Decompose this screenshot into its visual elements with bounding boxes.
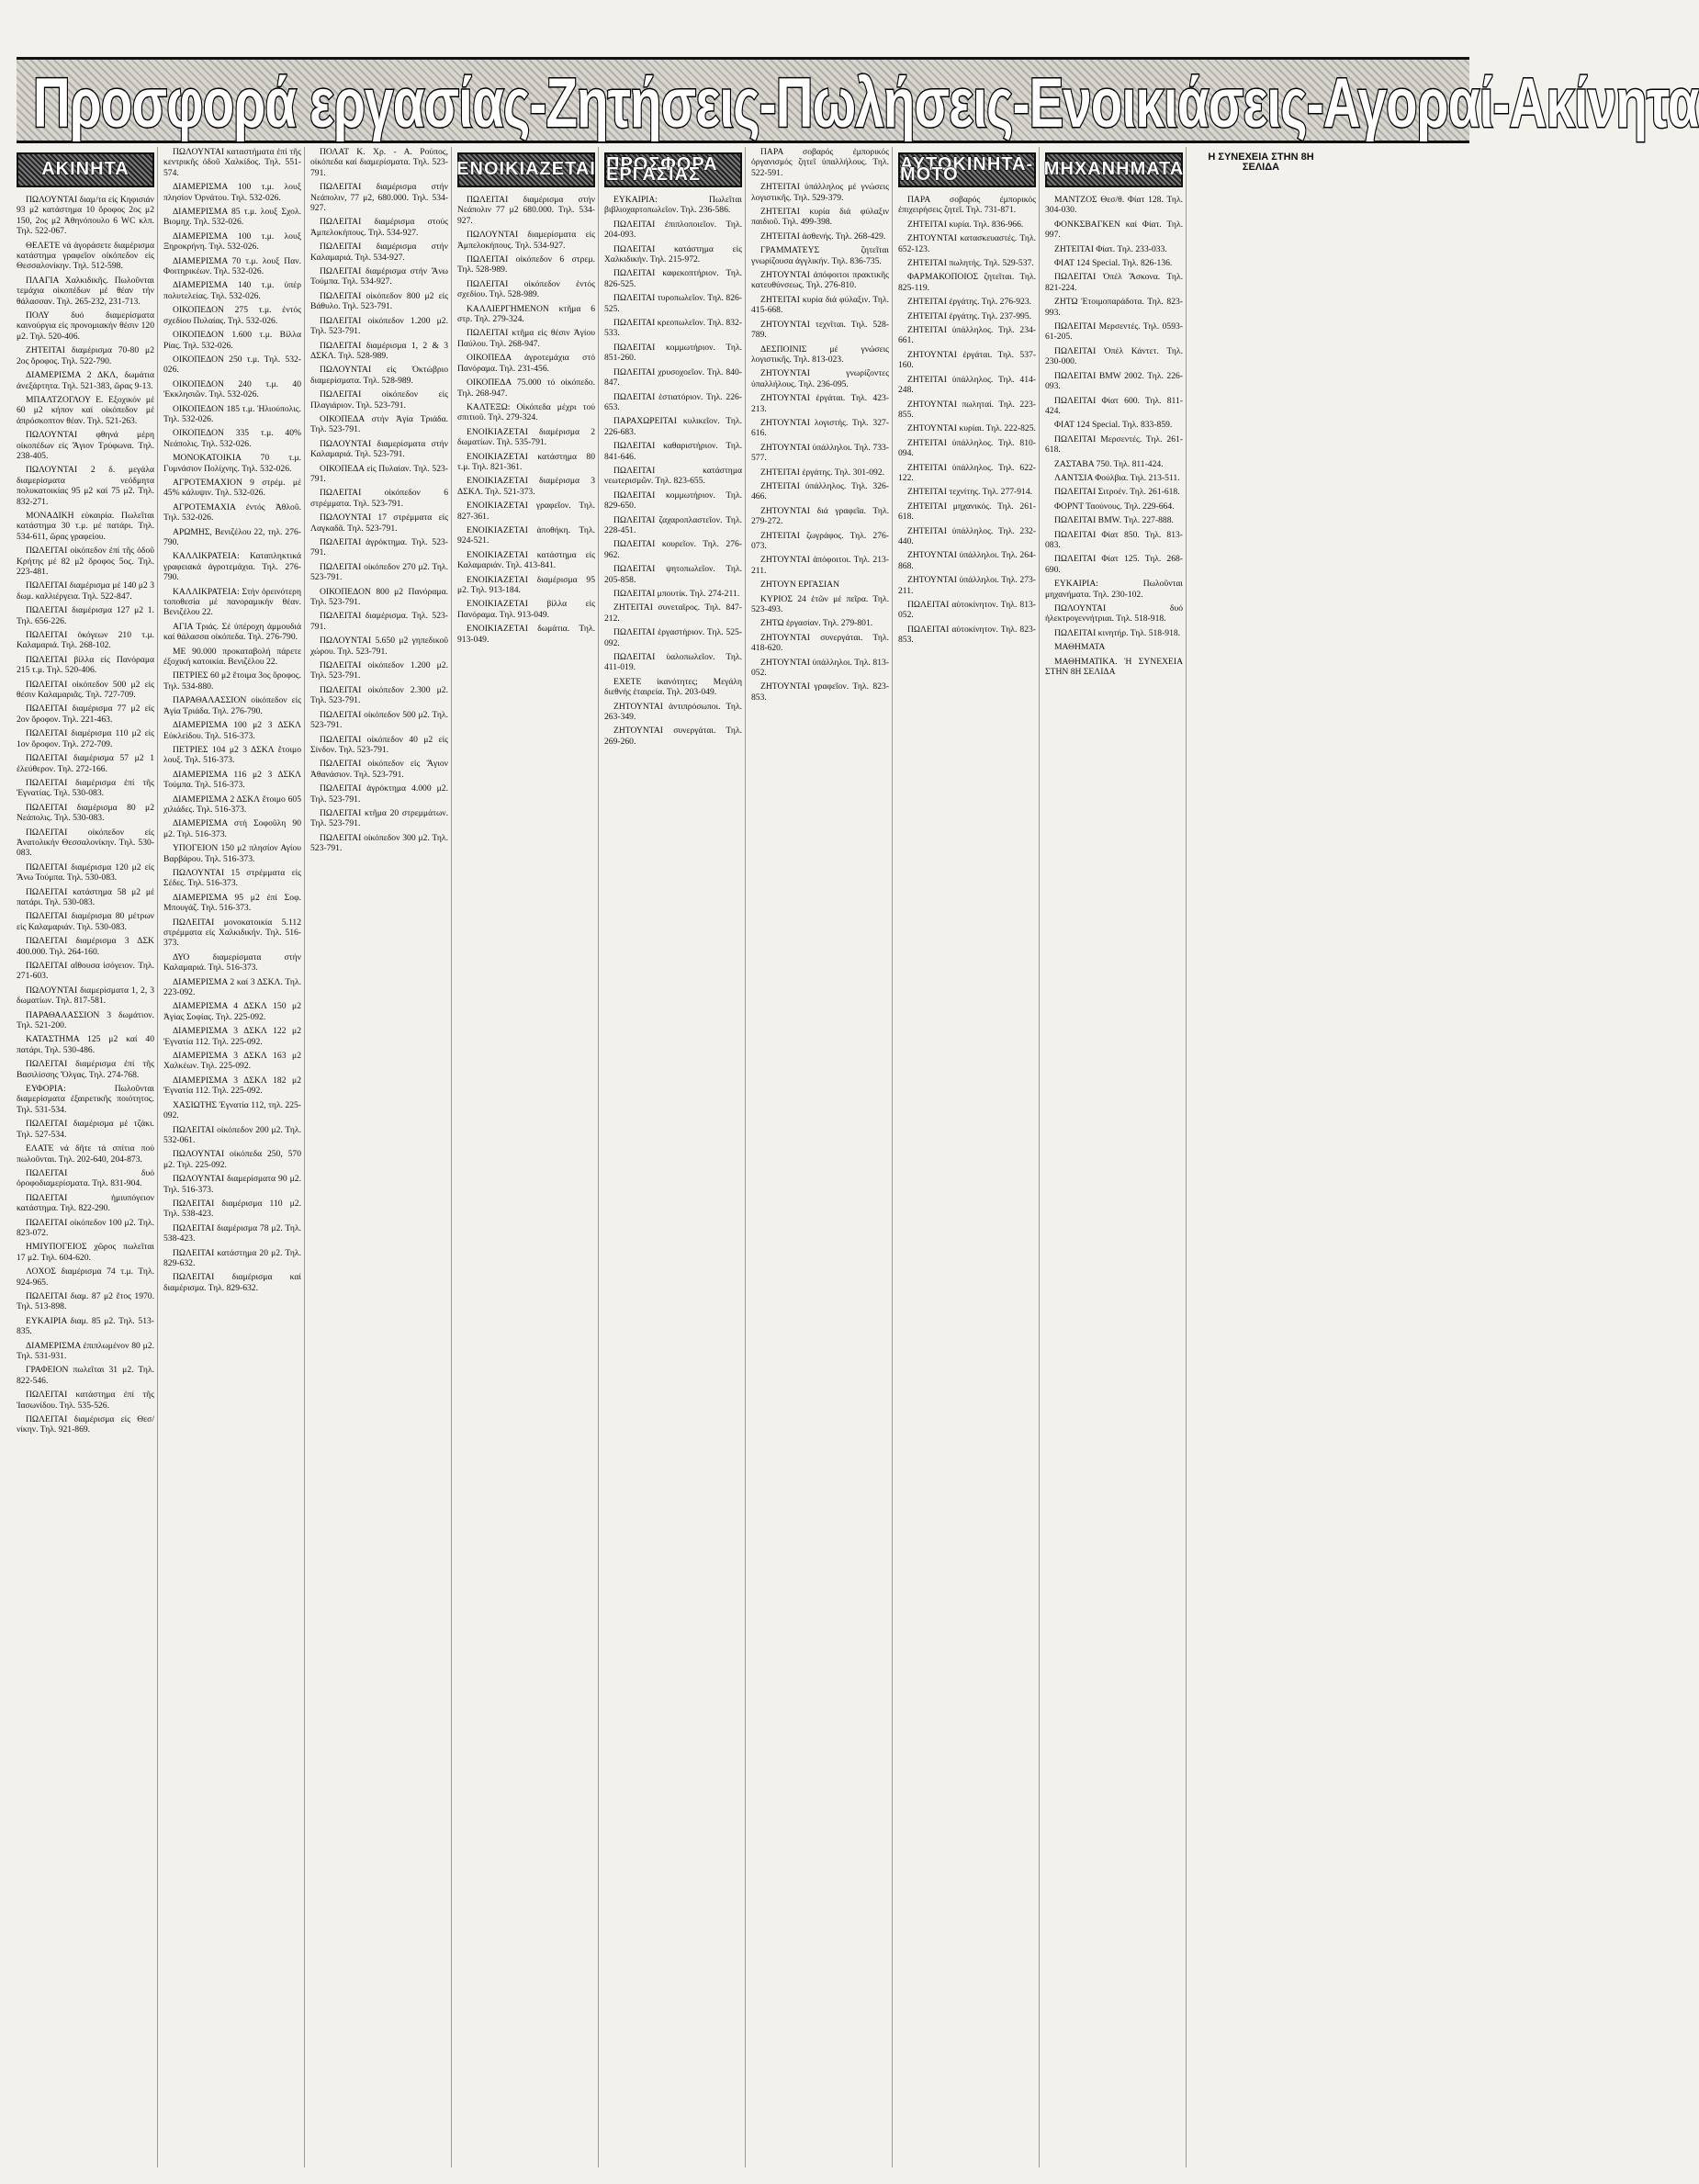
classified-ad: ΟΙΚΟΠΕΔΟΝ 185 τ.μ. Ἡλιούπολις. Τηλ. 532-026. [163, 403, 301, 424]
classified-ad: ΠΩΛΕΙΤΑΙ Μερσεντές. Τηλ. 0593-61-205. [1045, 321, 1183, 343]
classified-ad: ΠΕΤΡΙΕΣ 60 μ2 ἔτοιμα 3ος ὄροφος. Τηλ. 534-880. [163, 670, 301, 692]
classified-ad: ΠΩΛΕΙΤΑΙ BMW 2002. Τηλ. 226-093. [1045, 370, 1183, 392]
continued-note: Η ΣΥΝΕΧΕΙΑ ΣΤΗΝ 8Η ΣΕΛΙΔΑ [1208, 152, 1314, 174]
classified-ad: ΔΙΑΜΕΡΙΣΜΑ 85 τ.μ. λουξ Σχολ. Βιομηχ. Τηλ. 532-026. [163, 207, 301, 228]
classified-ad: ΠΩΛΕΙΤΑΙ κτῆμα εἰς θέσιν Ἁγίου Παύλου. Τηλ. 268-947. [457, 328, 595, 349]
classified-ad: ΦΙΑΤ 124 Special. Τηλ. 833-859. [1054, 420, 1173, 431]
column-1 [17, 147, 158, 2167]
classified-ad: ΠΩΛΕΙΤΑΙ διαμέρισμα. Τηλ. 523-791. [310, 611, 448, 632]
column-6 [751, 147, 893, 2167]
classified-ad: ΠΩΛΕΙΤΑΙ διαμέρισμα 80 μέτρων εἰς Καλαμαριάν. Τηλ. 530-083. [17, 911, 154, 932]
classified-ad: ΠΩΛΕΙΤΑΙ αὐτοκίνητον. Τηλ. 813-052. [898, 600, 1036, 621]
classified-ad: ΠΩΛΕΙΤΑΙ οἰκόπεδον εἰς Ἅγιον Ἀθανάσιον. Τηλ. 523-791. [310, 759, 448, 780]
classified-ad: ΠΩΛΕΙΤΑΙ ὑαλοπωλεῖον. Τηλ. 411-019. [604, 652, 742, 673]
classified-ad: ΠΩΛΕΙΤΑΙ κατάστημα ἐπί τῆς Ἰασωνίδου. Τηλ. 535-526. [17, 1390, 154, 1411]
classified-ad: ΖΗΤΕΙΤΑΙ μηχανικός. Τηλ. 261-618. [898, 501, 1036, 523]
classified-ad: ΠΩΛΕΙΤΑΙ τυροπωλεῖον. Τηλ. 826-525. [604, 293, 742, 314]
classified-ad: ΔΙΑΜΕΡΙΣΜΑ 3 ΔΣΚΛ 163 μ2 Χαλκέων. Τηλ. 225-092. [163, 1051, 301, 1072]
classified-ad: ΠΩΛΕΙΤΑΙ κατάστημα 58 μ2 μέ πατάρι. Τηλ. 530-083. [17, 886, 154, 907]
classified-ad: ΠΩΛΕΙΤΑΙ Ὀπέλ Κάντετ. Τηλ. 230-000. [1045, 345, 1183, 367]
classified-ad: ΠΩΛΕΙΤΑΙ Φίατ 600. Τηλ. 811-424. [1045, 395, 1183, 416]
classified-ad: ΜΠΑΛΤΖΟΓΛΟΥ Ε. Εξοχικόν μέ 60 μ2 κήπον καί οἰκόπεδον μέ ἀπρόσκοπτον θέαν. Τηλ. 521-263. [17, 394, 154, 426]
classified-ad: ΕΝΟΙΚΙΑΖΕΤΑΙ διαμέρισμα 95 μ2. Τηλ. 913-184. [457, 574, 595, 595]
section-heading-label: ΑΥΤΟΚΙΝΗΤΑ-ΜΟΤΟ [900, 153, 1034, 185]
classified-ad: ΠΩΛΕΙΤΑΙ οἰκόπεδον 40 μ2 εἰς Σίνδον. Τηλ. 523-791. [310, 734, 448, 755]
classified-ad: ΖΗΤΟΥΝΤΑΙ ἀντιπρόσωποι. Τηλ. 263-349. [604, 701, 742, 723]
classified-ad: ΕΝΟΙΚΙΑΖΕΤΑΙ ἀποθήκη. Τηλ. 924-521. [457, 524, 595, 546]
column-3 [310, 147, 452, 2167]
classified-ad: ΑΓΙΑ Τριάς. Σέ ὑπέροχη ἀμμουδιά καί θάλασσα οἰκόπεδα. Τηλ. 276-790. [163, 621, 301, 643]
classified-ad: ΠΩΛΕΙΤΑΙ διαμέρισμα 80 μ2 Νεάπολις. Τηλ. 530-083. [17, 802, 154, 824]
classified-ad: ΚΑΛΛΙΕΡΓΗΜΕΝΟΝ κτῆμα 6 στρ. Τηλ. 279-324. [457, 303, 595, 325]
classified-ad: ΖΗΤΟΥΝΤΑΙ γνωρίζοντες ὑπαλλήλους. Τηλ. 236-095. [751, 368, 889, 389]
classified-ad: ΖΗΤΕΙΤΑΙ κυρία διά φύλαξιν παιδιοῦ. Τηλ. 499-398. [751, 207, 889, 228]
classified-ad: ΠΩΛΕΙΤΑΙ Σιτροέν. Τηλ. 261-618. [1054, 487, 1180, 498]
classified-ad: ΠΩΛΕΙΤΑΙ οἰκόπεδον 2.300 μ2. Τηλ. 523-791. [310, 684, 448, 706]
classified-ad: ΜΑΘΗΜΑΤΙΚΑ. Ἡ ΣΥΝΕΧΕΙΑ ΣΤΗΝ 8Η ΣΕΛΙΔΑ [1045, 656, 1183, 678]
classified-ad: ΦΙΑΤ 124 Special. Τηλ. 826-136. [1054, 258, 1173, 269]
classified-ad: ΠΩΛΕΙΤΑΙ οἰκόπεδον 1.200 μ2. Τηλ. 523-791. [310, 660, 448, 681]
classified-ad: ΔΥΟ διαμερίσματα στήν Καλαμαριά. Τηλ. 516-373. [163, 951, 301, 974]
classified-ad: ΕΝΟΙΚΙΑΖΕΤΑΙ κατάστημα 80 τ.μ. Τηλ. 821-361. [457, 451, 595, 472]
classified-ad: ΔΙΑΜΕΡΙΣΜΑ 4 ΔΣΚΛ 150 μ2 Ἁγίας Σοφίας. Τηλ. 225-092. [163, 1001, 301, 1022]
classified-ad: ΖΗΤΟΥΝΤΑΙ ὑπάλληλοι. Τηλ. 813-052. [751, 657, 889, 679]
classified-ad: ΟΙΚΟΠΕΔΟΝ 240 τ.μ. 40 Ἐκκλησιῶν. Τηλ. 532-026. [163, 378, 301, 400]
classified-ad: ΠΩΛΕΙΤΑΙ οἰκόπεδον 800 μ2 εἰς Βάθυλο. Τηλ. 523-791. [310, 290, 448, 312]
classified-ad: ΠΩΛΕΙΤΑΙ Φίατ 850. Τηλ. 813-083. [1045, 529, 1183, 550]
classified-ad: ΜΑΝΤΖΟΣ Θεσ/θ. Φίατ 128. Τηλ. 304-030. [1045, 195, 1183, 216]
classified-ad: ΠΩΛΕΙΤΑΙ κατάστημα νεωτερισμῶν. Τηλ. 823-655. [604, 465, 742, 487]
classified-ad: ΕΛΑΤΕ νά δῆτε τά σπίτια πού πωλοῦνται. Τηλ. 202-640, 204-873. [17, 1143, 154, 1165]
classified-ad: ΠΩΛΕΙΤΑΙ διαμέρισμα 3 ΔΣΚ 400.000. Τηλ. 264-160. [17, 936, 154, 957]
classified-ad: ΠΩΛΟΥΝΤΑΙ 2 δ. μεγάλα διαμερίσματα νεόδμητα πολυκατοικίας 95 μ2 καί 75 μ2. Τηλ. 832-271. [17, 465, 154, 507]
classified-ad: ΖΗΤΕΙΤΑΙ ὑπάλληλος. Τηλ. 622-122. [898, 462, 1036, 483]
classified-ad: ΠΩΛΕΙΤΑΙ οἰκόπεδον 6 στρέμματα. Τηλ. 523-791. [310, 488, 448, 509]
classified-ad: ΠΑΡΑΘΑΛΑΣΣΙΟΝ οἰκόπεδον εἰς Ἁγία Τριάδα. Τηλ. 276-790. [163, 695, 301, 716]
classified-ad: ΖΗΤΩ Ἐτοιμοπαράδοτα. Τηλ. 823-993. [1045, 297, 1183, 318]
classified-ad: ΟΙΚΟΠΕΔΟΝ 275 τ.μ. ἐντός σχεδίου Πυλαίας. Τηλ. 532-026. [163, 305, 301, 326]
classified-ad: ΖΗΤΕΙΤΑΙ ὑπάλληλος. Τηλ. 414-248. [898, 374, 1036, 396]
classified-ad: ΠΩΛΕΙΤΑΙ ἡμιυπόγειον κατάστημα. Τηλ. 822-290. [17, 1192, 154, 1214]
classified-ad: ΧΑΣΙΩΤΗΣ Ἐγνατία 112, τηλ. 225-092. [163, 1099, 301, 1121]
classified-ad: ΚΑΛΤΕΞΩ: Οἰκόπεδα μέχρι τού σπιτιοῦ. Τηλ. 279-324. [457, 401, 595, 423]
classified-ad: ΚΑΛΛΙΚΡΑΤΕΙΑ: Στήν ὁρεινότερη τοποθεσία μέ πανοραμικήν θέαν. Βενιζέλου 22. [163, 586, 301, 618]
classified-ad: ΠΛΑΓΙΑ Χαλκιδικῆς. Πωλοῦνται τεμάχια οἰκοπέδων μέ θέαν τήν θάλασσαν. Τηλ. 265-232, 231-713. [17, 275, 154, 307]
classified-ad: ΕΧΕΤΕ ἱκανότητες; Μεγάλη διεθνής ἑταιρεία. Τηλ. 203-049. [604, 676, 742, 698]
classified-ad: ΚΥΡΙΟΣ 24 ἐτῶν μέ πεῖρα. Τηλ. 523-493. [751, 593, 889, 615]
classified-ad: ΖΑΣΤΑΒΑ 750. Τηλ. 811-424. [1054, 458, 1164, 469]
classified-ad: ΕΝΟΙΚΙΑΖΕΤΑΙ κατάστημα εἰς Καλαμαριάν. Τηλ. 413-841. [457, 549, 595, 571]
classified-ad: ΠΩΛΟΥΝΤΑΙ οἰκόπεδα 250, 570 μ2. Τηλ. 225-092. [163, 1149, 301, 1170]
classified-ad: ΖΗΤΕΙΤΑΙ κυρία διά φύλαξιν. Τηλ. 415-668. [751, 294, 889, 316]
classified-ad: ΟΙΚΟΠΕΔΟΝ 250 τ.μ. Τηλ. 532-026. [163, 354, 301, 376]
classified-ad: ΠΩΛΟΥΝΤΑΙ διαμερίσματα στήν Καλαμαριά. Τηλ. 523-791. [310, 438, 448, 460]
classified-ad: ΦΟΝΚΣΒΑΓΚΕΝ καί Φίατ. Τηλ. 997. [1045, 219, 1183, 241]
classified-ad: ΔΙΑΜΕΡΙΣΜΑ 100 μ2 3 ΔΣΚΛ Εὐκλείδου. Τηλ. 516-373. [163, 720, 301, 741]
classified-ad: ΠΩΛΕΙΤΑΙ οἰκόπεδον 500 μ2 εἰς θέσιν Καλαμαριᾶς. Τηλ. 727-709. [17, 679, 154, 701]
classified-ad: ΑΡΩΜΗΣ, Βενιζέλου 22, τηλ. 276-790. [163, 526, 301, 547]
classified-ad: ΖΗΤΕΙΤΑΙ ἐργάτης. Τηλ. 237-995. [907, 310, 1032, 321]
section-heading [898, 152, 1036, 187]
classified-ad: ΠΩΛΕΙΤΑΙ διαμέρισμα ἐπί τῆς Βασιλίσσης Ὄλγας. Τηλ. 274-768. [17, 1059, 154, 1080]
classified-ad: ΠΩΛΕΙΤΑΙ ἀγρόκτημα 4.000 μ2. Τηλ. 523-791. [310, 783, 448, 805]
classified-ad: ΠΩΛΕΙΤΑΙ διαμέρισμα στήν Νεάπολιν, 77 μ2, 680.000. Τηλ. 534-927. [310, 182, 448, 214]
classified-ad: ΠΩΛΕΙΤΑΙ διαμέρισμα 110 μ2. Τηλ. 538-423. [163, 1198, 301, 1220]
classified-ad: ΜΕ 90.000 προκαταβολή πάρετε ἐξοχική κατοικία. Βενιζέλου 22. [163, 646, 301, 668]
classified-ad: ΖΗΤΟΥΝΤΑΙ ὑπάλληλοι. Τηλ. 733-577. [751, 442, 889, 464]
classified-ad: ΔΙΑΜΕΡΙΣΜΑ 100 τ.μ. λουξ Ξηροκρήνη. Τηλ. 532-026. [163, 231, 301, 253]
classified-ad: ΠΩΛΕΙΤΑΙ οἰκόπεδον 1.200 μ2. Τηλ. 523-791. [310, 315, 448, 337]
classified-ad: ΠΩΛΕΙΤΑΙ διαμέρισμα 78 μ2. Τηλ. 538-423. [163, 1222, 301, 1244]
classified-ad: ΠΩΛΕΙΤΑΙ κατάστημα εἰς Χαλκιδικήν. Τηλ. 215-972. [604, 243, 742, 265]
classified-ad: ΠΩΛΕΙΤΑΙ οἰκόπεδον ἐπί τῆς ὁδοῦ Κρήτης μέ 82 μ2 ὄροφος 5ος. Τηλ. 223-481. [17, 546, 154, 577]
classified-ad: ΠΩΛΕΙΤΑΙ κτῆμα 20 στρεμμάτων. Τηλ. 523-791. [310, 807, 448, 829]
classified-ad: ΠΩΛΕΙΤΑΙ διαμέρισμα ἐπί τῆς Ἐγνατίας. Τηλ. 530-083. [17, 777, 154, 799]
classified-ad: ΠΩΛΕΙΤΑΙ μπουτίκ. Τηλ. 274-211. [613, 589, 740, 599]
classified-ad: ΠΩΛΕΙΤΑΙ BMW. Τηλ. 227-888. [1054, 515, 1174, 526]
classified-ad: ΠΩΛΕΙΤΑΙ οἰκόπεδον ἐντός σχεδίου. Τηλ. 528-989. [457, 278, 595, 300]
classified-ad: ΠΩΛΕΙΤΑΙ καφεκοπτήριον. Τηλ. 826-525. [604, 268, 742, 289]
classified-ad: ΖΗΤΕΙΤΑΙ Φίατ. Τηλ. 233-033. [1054, 243, 1167, 254]
classified-ad: ΠΩΛΕΙΤΑΙ διαμέρισμα στήν Νεάπολιν 77 μ2 680.000. Τηλ. 534-927. [457, 195, 595, 226]
classified-ad: ΠΩΛΕΙΤΑΙ χρυσοχοεῖον. Τηλ. 840-847. [604, 366, 742, 388]
classified-ad: ΥΠΟΓΕΙΟΝ 150 μ2 πλησίον Αγίου Βαρβάρου. Τηλ. 516-373. [163, 843, 301, 864]
classified-ad: ΠΩΛΕΙΤΑΙ διαμέρισμα 57 μ2 1 ἐλεύθερον. Τηλ. 272-166. [17, 753, 154, 774]
classified-ad: ΖΗΤΕΙΤΑΙ κυρία. Τηλ. 836-966. [907, 219, 1024, 230]
classified-ad: ΠΩΛΕΙΤΑΙ διαμ. 87 μ2 ἔτος 1970. Τηλ. 513-898. [17, 1290, 154, 1312]
classified-ad: ΠΑΡΑ σοβαρός ἐμπορικός ἐπιχειρήσεις ζητεῖ. Τηλ. 731-871. [898, 195, 1036, 216]
classified-ad: ΠΩΛΕΙΤΑΙ Ὀπέλ Ἄσκονα. Τηλ. 821-224. [1045, 272, 1183, 293]
classified-ad: ΠΩΛΕΙΤΑΙ οἰκόπεδον 300 μ2. Τηλ. 523-791. [310, 832, 448, 854]
classified-ad: ΔΙΑΜΕΡΙΣΜΑ ἐπιπλωμένον 80 μ2. Τηλ. 531-931. [17, 1340, 154, 1361]
classified-ad: ΖΗΤΕΙΤΑΙ ἀσθενής. Τηλ. 268-429. [760, 231, 886, 242]
classified-ad: ΠΩΛΟΥΝΤΑΙ φθηνά μέρη οἰκοπέδων εἰς Ἄγιον Τρύφωνα. Τηλ. 238-405. [17, 430, 154, 461]
classified-ad: ΕΥΚΑΙΡΙΑ: Πωλεῖται βιβλιοχαρτοπωλεῖον. Τηλ. 236-586. [604, 195, 742, 216]
classified-ad: ΖΗΤΕΙΤΑΙ ὑπάλληλος. Τηλ. 810-094. [898, 437, 1036, 459]
classified-ad: ΠΩΛΕΙΤΑΙ ὀκόγεων 210 τ.μ. Καλαμαριά. Τηλ. 268-102. [17, 630, 154, 651]
classified-ad: ΜΟΝΟΚΑΤΟΙΚΙΑ 70 τ.μ. Γυμνάσιον Πολίχνης. Τηλ. 532-026. [163, 453, 301, 474]
section-heading [604, 152, 742, 187]
classified-ad: ΜΟΝΑΔΙΚΗ εὐκαιρία. Πωλεῖται κατάστημα 30 τ.μ. μέ πατάρι. Τηλ. 534-611, ὥρας γραφείου. [17, 510, 154, 542]
columns [17, 147, 1458, 2167]
classified-ad: ΠΩΛΕΙΤΑΙ βίλλα εἰς Πανόραμα 215 τ.μ. Τηλ. 520-406. [17, 654, 154, 676]
classified-ad: ΠΩΛΕΙΤΑΙ ἐργαστήριον. Τηλ. 525-092. [604, 627, 742, 648]
classified-ad: ΖΗΤΩ ἐργασίαν. Τηλ. 279-801. [760, 618, 873, 629]
classified-ad: ΠΩΛΕΙΤΑΙ διαμέρισμα 110 μ2 εἰς 1ον ὄροφον. Τηλ. 272-709. [17, 728, 154, 749]
classified-ad: ΠΩΛΕΙΤΑΙ διαμέρισμα 120 μ2 εἰς Ἄνω Τούμπα. Τηλ. 530-083. [17, 861, 154, 884]
classified-ad: ΖΗΤΕΙΤΑΙ ὑπάλληλος. Τηλ. 326-466. [751, 480, 889, 502]
classified-ad: ΔΙΑΜΕΡΙΣΜΑ 2 ΔΣΚΛ ἔτοιμο 605 χιλιάδες. Τηλ. 516-373. [163, 794, 301, 815]
classified-ad: ΠΩΛΕΙΤΑΙ αὐτοκίνητον. Τηλ. 823-853. [898, 624, 1036, 646]
classified-ad: ΖΗΤΟΥΝΤΑΙ πωληταί. Τηλ. 223-855. [898, 399, 1036, 420]
classified-ad: ΠΩΛΟΥΝΤΑΙ καταστήματα ἐπί τῆς κεντρικῆς ὁδοῦ Χαλκίδος. Τηλ. 551-574. [163, 147, 301, 178]
classified-ad: ΖΗΤΟΥΝΤΑΙ ἀπόφοιτοι. Τηλ. 213-211. [751, 555, 889, 576]
classified-ad: ΔΙΑΜΕΡΙΣΜΑ 3 ΔΣΚΛ 122 μ2 Ἐγνατία 112. Τηλ. 225-092. [163, 1026, 301, 1047]
classified-ad: ΠΩΛΕΙΤΑΙ κομμωτήριον. Τηλ. 829-650. [604, 490, 742, 512]
section-heading [457, 152, 595, 187]
classified-ad: ΠΩΛΕΙΤΑΙ οἰκόπεδον 6 στρεμ. Τηλ. 528-989. [457, 254, 595, 276]
classified-ad: ΔΙΑΜΕΡΙΣΜΑ 140 τ.μ. ὑπέρ πολυτελείας. Τηλ. 532-026. [163, 280, 301, 301]
classified-ad: ΠΩΛΕΙΤΑΙ Φίατ 125. Τηλ. 268-690. [1045, 554, 1183, 575]
classified-ad: ΠΩΛΟΥΝΤΑΙ διαμερίσματα 1, 2, 3 δωματίων. Τηλ. 817-581. [17, 985, 154, 1007]
classified-ad: ΕΥΚΑΙΡΙΑ διαμ. 85 μ2. Τηλ. 513-835. [17, 1315, 154, 1337]
classified-ad: ΔΙΑΜΕΡΙΣΜΑ 2 ΔΚΛ, δωμάτια ἀνεξάρτητα. Τηλ. 521-383, ὥρας 9-13. [17, 370, 154, 391]
classified-ad: ΕΝΟΙΚΙΑΖΕΤΑΙ δωμάτια. Τηλ. 913-049. [457, 624, 595, 645]
classified-ad: ΔΙΑΜΕΡΙΣΜΑ 95 μ2 ἐπί Σοφ. Μπουγάζ. Τηλ. 516-373. [163, 892, 301, 914]
classified-ad: ΠΩΛΕΙΤΑΙ διαμέρισμα μέ 140 μ2 3 δωμ. καλλιέργεια. Τηλ. 522-847. [17, 580, 154, 602]
classified-ad: ΠΩΛΕΙΤΑΙ οἰκόπεδον 200 μ2. Τηλ. 532-061. [163, 1124, 301, 1145]
classified-ad: ΗΜΙΥΠΟΓΕΙΟΣ χῶρος πωλεῖται 17 μ2. Τηλ. 604-620. [17, 1242, 154, 1263]
classified-ad: ΕΝΟΙΚΙΑΖΕΤΑΙ βίλλα εἰς Πανόραμα. Τηλ. 913-049. [457, 599, 595, 620]
classified-ad: ΕΥΚΑΙΡΙΑ: Πωλοῦνται μηχανήματα. Τηλ. 230-102. [1045, 579, 1183, 600]
column-2 [163, 147, 305, 2167]
section-heading-label: ΕΝΟΙΚΙΑΖΕΤΑΙ [456, 159, 596, 180]
column-4 [457, 147, 599, 2167]
classified-ad: ΚΑΛΛΙΚΡΑΤΕΙΑ: Καταπληκτικά γραφειακά ἀγροτεμάχια. Τηλ. 276-790. [163, 551, 301, 583]
classified-ad: ΟΙΚΟΠΕΔΟΝ 1.600 τ.μ. Βίλλα Ρίας. Τηλ. 532-026. [163, 330, 301, 351]
classified-ad: ΠΩΛΕΙΤΑΙ Μερσεντές. Τηλ. 261-618. [1045, 433, 1183, 456]
classifieds-banner [17, 57, 1699, 143]
classified-ad: ΠΩΛΟΥΝΤΑΙ διαμερίσματα εἰς Ἀμπελοκήπους. Τηλ. 534-927. [457, 230, 595, 251]
classified-ad: ΖΗΤΟΥΝΤΑΙ τεχνῖται. Τηλ. 528-789. [751, 319, 889, 341]
classified-ad: ΠΩΛΕΙΤΑΙ οἰκόπεδον 100 μ2. Τηλ. 823-072. [17, 1217, 154, 1238]
classified-ad: ΖΗΤΕΙΤΑΙ τεχνίτης. Τηλ. 277-914. [907, 487, 1033, 498]
classified-ad: ΖΗΤΟΥΝΤΑΙ διά γραφεῖα. Τηλ. 279-272. [751, 505, 889, 527]
classified-ad: ΠΩΛΕΙΤΑΙ διαμέρισμα μέ τζάκι. Τηλ. 527-534. [17, 1119, 154, 1140]
classified-ad: ΠΩΛΕΙΤΑΙ κινητήρ. Τηλ. 518-918. [1054, 627, 1181, 638]
classified-ad: ΔΙΑΜΕΡΙΣΜΑ 2 καί 3 ΔΣΚΛ. Τηλ. 223-092. [163, 976, 301, 998]
classified-ad: ΠΩΛΕΙΤΑΙ διαμέρισμα στούς Ἀμπελοκήπους. Τηλ. 534-927. [310, 217, 448, 238]
section-heading [17, 152, 154, 187]
classified-ad: ΠΩΛΕΙΤΑΙ ἑστιατόριον. Τηλ. 226-653. [604, 391, 742, 412]
classified-ad: ΠΩΛΕΙΤΑΙ ζαχαροπλαστεῖον. Τηλ. 228-451. [604, 514, 742, 535]
column-5 [604, 147, 746, 2167]
classified-ad: ΠΩΛΕΙΤΑΙ διαμέρισμα στήν Καλαμαριά. Τηλ. 534-927. [310, 242, 448, 263]
classified-ad: ΛΑΝΤΣΙΑ Φούλβια. Τηλ. 213-511. [1054, 472, 1180, 483]
classified-ad: ΖΗΤΕΙΤΑΙ ὑπάλληλος. Τηλ. 232-440. [898, 525, 1036, 546]
column-8 [1045, 147, 1187, 2167]
classified-ad: ΑΓΡΟΤΕΜΑΧΙΟΝ 9 στρέμ. μέ 45% κάλυψιν. Τηλ. 532-026. [163, 477, 301, 499]
classified-ad: ΕΝΟΙΚΙΑΖΕΤΑΙ γραφεῖον. Τηλ. 827-361. [457, 501, 595, 522]
classified-ad: ΠΟΛΑΤ Κ. Χρ. - Α. Ρούπος, οἰκόπεδα καί διαμερίσματα. Τηλ. 523-791. [310, 147, 448, 178]
classified-ad: ΕΝΟΙΚΙΑΖΕΤΑΙ διαμέρισμα 2 δωματίων. Τηλ. 535-791. [457, 426, 595, 448]
classified-ad: ΠΩΛΕΙΤΑΙ κομμωτήριον. Τηλ. 851-260. [604, 342, 742, 364]
classified-ad: ΔΙΑΜΕΡΙΣΜΑ 116 μ2 3 ΔΣΚΛ Τούμπα. Τηλ. 516-373. [163, 769, 301, 791]
classified-ad: ΓΡΑΦΕΙΟΝ πωλεῖται 31 μ2. Τηλ. 822-546. [17, 1365, 154, 1386]
classified-ad: ΖΗΤΟΥΝΤΑΙ ὑπάλληλοι. Τηλ. 264-868. [898, 550, 1036, 571]
classified-ad: ΖΗΤΟΥΝΤΑΙ συνεργάται. Τηλ. 269-260. [604, 726, 742, 747]
classified-ad: ΔΙΑΜΕΡΙΣΜΑ 3 ΔΣΚΛ 182 μ2 Ἐγνατία 112. Τηλ. 225-092. [163, 1075, 301, 1097]
classified-ad: ΠΩΛΟΥΝΤΑΙ 17 στρέμματα εἰς Λαγκαδᾶ. Τηλ. 523-791. [310, 512, 448, 534]
classified-ad: ΟΙΚΟΠΕΔΑ ἀγροτεμάχια στό Πανόραμα. Τηλ. 231-456. [457, 353, 595, 374]
classified-ad: ΚΑΤΑΣΤΗΜΑ 125 μ2 καί 40 πατάρι. Τηλ. 530-486. [17, 1034, 154, 1055]
classified-ad: ΠΑΡΑ σοβαρός ἐμπορικός ὀργανισμός ζητεῖ ὑπαλλήλους. Τηλ. 522-591. [751, 147, 889, 178]
classified-ad: ΠΩΛΕΙΤΑΙ κρεοπωλεῖον. Τηλ. 832-533. [604, 318, 742, 339]
classified-ad: ΠΩΛΕΙΤΑΙ διαμέρισμα εἰς Θεσ/νίκην. Τηλ. 921-869. [17, 1414, 154, 1435]
classified-ad: ΖΗΤΟΥΝΤΑΙ κατασκευαστές. Τηλ. 652-123. [898, 233, 1036, 254]
classified-ad: ΜΑΘΗΜΑΤΑ [1054, 642, 1106, 653]
section-heading-label: ΑΚΙΝΗΤΑ [41, 159, 129, 180]
classified-ad: ΑΓΡΟΤΕΜΑΧΙΑ ἐντός Ἀθλοῦ. Τηλ. 532-026. [163, 501, 301, 523]
classified-ad: ΠΩΛΕΙΤΑΙ διαμέρισμα στήν Ἄνω Τούμπα. Τηλ. 534-927. [310, 266, 448, 287]
classified-ad: ΠΩΛΕΙΤΑΙ ἐπιπλοποιεῖον. Τηλ. 204-093. [604, 219, 742, 241]
classified-ad: ΠΩΛΟΥΝΤΑΙ 5.650 μ2 γηπεδικοῦ χώρου. Τηλ. 523-791. [310, 636, 448, 657]
classified-ad: ΖΗΤΕΙΤΑΙ πωλητής. Τηλ. 529-537. [907, 258, 1034, 269]
classified-ad: ΠΑΡΑΘΑΛΑΣΣΙΟΝ 3 δωμάτιον. Τηλ. 521-200. [17, 1009, 154, 1031]
classified-ad: ΠΩΛΟΥΝΤΑΙ διαμερίσματα 90 μ2. Τηλ. 516-373. [163, 1174, 301, 1195]
classified-ad: ΟΙΚΟΠΕΔΑ εἰς Πυλαίαν. Τηλ. 523-791. [310, 463, 448, 484]
column-7 [898, 147, 1040, 2167]
classified-ad: ΕΝΟΙΚΙΑΖΕΤΑΙ διαμέρισμα 3 ΔΣΚΛ. Τηλ. 521-373. [457, 476, 595, 497]
classified-ad: ΖΗΤΟΥΝΤΑΙ γραφεῖον. Τηλ. 823-853. [751, 681, 889, 703]
classified-ad: ΠΩΛΕΙΤΑΙ δυό ὁροφοδιαμερίσματα. Τηλ. 831-904. [17, 1167, 154, 1189]
classified-ad: ΖΗΤΟΥΝ ΕΡΓΑΣΙΑΝ [760, 580, 840, 591]
classified-ad: ΖΗΤΕΙΤΑΙ διαμέρισμα 70-80 μ2 2ος ὄροφος. Τηλ. 522-790. [17, 345, 154, 366]
classified-ad: ΟΙΚΟΠΕΔΑ στήν Ἁγία Τριάδα. Τηλ. 523-791. [310, 413, 448, 435]
section-heading [1045, 152, 1183, 187]
classified-ad: ΠΩΛΕΙΤΑΙ ψητοπωλεῖον. Τηλ. 205-858. [604, 564, 742, 585]
classified-ad: ΠΩΛΕΙΤΑΙ οἰκόπεδον εἰς Πλαγιάριον. Τηλ. 523-791. [310, 389, 448, 411]
classified-ad: ΦΑΡΜΑΚΟΠΟΙΟΣ ζητεῖται. Τηλ. 825-119. [898, 272, 1036, 293]
banner-title: Προσφορά εργασίας-Ζητήσεις-Πωλήσεις-Ενοικιάσεις-Αγοραί-Ακίνητα [33, 64, 1699, 142]
column-9 [1192, 147, 1333, 2167]
classified-ad: ΠΑΡΑΧΩΡΕΙΤΑΙ κυλικεῖον. Τηλ. 226-683. [604, 416, 742, 437]
classified-ad: ΛΟΧΟΣ διαμέρισμα 74 τ.μ. Τηλ. 924-965. [17, 1266, 154, 1288]
classified-ad: ΖΗΤΕΙΤΑΙ συνεταῖρος. Τηλ. 847-212. [604, 602, 742, 624]
classified-ad: ΠΩΛΕΙΤΑΙ αἴθουσα ἰσόγειον. Τηλ. 271-603. [17, 961, 154, 982]
classified-ad: ΖΗΤΟΥΝΤΑΙ ἀπόφοιτοι πρακτικῆς κατευθύνσεως. Τηλ. 276-810. [751, 270, 889, 291]
classified-ad: ΔΙΑΜΕΡΙΣΜΑ 70 τ.μ. λουξ Παν. Φοιτηρικέων. Τηλ. 532-026. [163, 255, 301, 277]
classified-ad: ΠΩΛΕΙΤΑΙ διαμέρισμα 1, 2 & 3 ΔΣΚΛ. Τηλ. 528-989. [310, 340, 448, 361]
classified-ad: ΖΗΤΟΥΝΤΑΙ κυρίαι. Τηλ. 222-825. [907, 423, 1036, 434]
classified-ad: ΠΟΛΥ δυό διαμερίσματα καινούργια εἰς προνομιακήν θέσιν 120 μ2. Τηλ. 520-406. [17, 310, 154, 342]
section-heading-label: ΜΗΧΑΝΗΜΑΤΑ [1043, 159, 1185, 180]
classified-ad: ΖΗΤΕΙΤΑΙ ὑπάλληλος. Τηλ. 234-661. [898, 325, 1036, 346]
classified-ad: ΖΗΤΟΥΝΤΑΙ ἐργάται. Τηλ. 537-160. [898, 349, 1036, 371]
classified-ad: ΖΗΤΕΙΤΑΙ ἐργάτης. Τηλ. 276-923. [907, 297, 1032, 308]
classified-ad: ΠΩΛΟΥΝΤΑΙ δυό ἠλεκτρογεννήτριαι. Τηλ. 518-918. [1045, 603, 1183, 625]
classified-ad: ΠΩΛΕΙΤΑΙ μονοκατοικία 5.112 στρέμματα εἰς Χαλκιδικήν. Τηλ. 516-373. [163, 917, 301, 949]
classified-ad: ΠΩΛΟΥΝΤΑΙ 15 στρέμματα εἰς Σέδες. Τηλ. 516-373. [163, 867, 301, 889]
classified-ad: ΖΗΤΕΙΤΑΙ ζωγράφος. Τηλ. 276-073. [751, 530, 889, 551]
classified-ad: ΟΙΚΟΠΕΔΟΝ 335 τ.μ. 40% Νεάπολις. Τηλ. 532-026. [163, 428, 301, 449]
classified-ad: ΖΗΤΕΙΤΑΙ ὑπάλληλος μέ γνώσεις λογιστικῆς. Τηλ. 529-379. [751, 182, 889, 203]
classified-ad: ΠΩΛΕΙΤΑΙ ἀγρόκτημα. Τηλ. 523-791. [310, 537, 448, 558]
classified-ad: ΠΩΛΕΙΤΑΙ καθαριστήριον. Τηλ. 841-646. [604, 441, 742, 462]
classified-ad: ΖΗΤΕΙΤΑΙ ἐργάτης. Τηλ. 301-092. [760, 467, 885, 478]
classified-ad: ΠΩΛΕΙΤΑΙ διαμέρισμα 127 μ2 1. Τηλ. 656-226. [17, 605, 154, 626]
classified-ad: ΠΩΛΕΙΤΑΙ διαμέρισμα καί διαμέρισμα. Τηλ. 829-632. [163, 1272, 301, 1293]
classified-ad: ΠΩΛΟΥΝΤΑΙ εἰς Ὀκτώβριο διαμερίσματα. Τηλ. 528-989. [310, 365, 448, 386]
classified-ad: ΠΩΛΟΥΝΤΑΙ διαμ/τα εἰς Κηφισιάν 93 μ2 κατάστημα 10 ὄροφος 2ος μ2 150, 2ος μ2 Ἀθηνόπουλο 6 WC κλπ. Τηλ. 522-067. [17, 195, 154, 237]
classified-ad: ΠΩΛΕΙΤΑΙ κουρεῖον. Τηλ. 276-962. [604, 539, 742, 560]
classified-ad: ΠΩΛΕΙΤΑΙ οἰκόπεδον εἰς Ἀνατολικήν Θεσσαλονίκην. Τηλ. 530-083. [17, 827, 154, 859]
classified-ad: ΖΗΤΟΥΝΤΑΙ λογιστής. Τηλ. 327-616. [751, 417, 889, 439]
classified-ad: ΔΙΑΜΕΡΙΣΜΑ στή Σοφοῦλη 90 μ2. Τηλ. 516-373. [163, 818, 301, 839]
section-heading-label: ΠΡΟΣΦΟΡΑ ΕΡΓΑΣΙΑΣ [606, 153, 718, 185]
classified-ad: ΠΩΛΕΙΤΑΙ οἰκόπεδον 270 μ2. Τηλ. 523-791. [310, 561, 448, 583]
classified-ad: ΔΙΑΜΕΡΙΣΜΑ 100 τ.μ. λουξ πλησίον Ὀρνάτου. Τηλ. 532-026. [163, 182, 301, 203]
classified-ad: ΦΟΡΝΤ Ταούνους. Τηλ. 229-664. [1054, 501, 1175, 512]
classified-ad: ΕΥΦΟΡΙΑ: Πωλοῦνται διαμερίσματα ἐξαιρετικῆς ποιότητος. Τηλ. 531-534. [17, 1084, 154, 1115]
classified-ad: ΠΩΛΕΙΤΑΙ οἰκόπεδον 500 μ2. Τηλ. 523-791. [310, 709, 448, 731]
classified-ad: ΖΗΤΟΥΝΤΑΙ ὑπάλληλοι. Τηλ. 273-211. [898, 575, 1036, 596]
classified-ad: ΘΕΛΕΤΕ νά ἀγοράσετε διαμέρισμα κατάστημα γραφεῖον οἰκόπεδον εἰς Θεσσαλονίκην. Τηλ. 512-598. [17, 240, 154, 272]
classified-ad: ΟΙΚΟΠΕΔΑ 75.000 τό οἰκόπεδο. Τηλ. 268-947. [457, 377, 595, 399]
classified-ad: ΓΡΑΜΜΑΤΕΥΣ ζητεῖται γνωρίζουσα ἀγγλικήν. Τηλ. 836-735. [751, 245, 889, 266]
classified-ad: ΖΗΤΟΥΝΤΑΙ ἐργάται. Τηλ. 423-213. [751, 393, 889, 414]
classified-ad: ΠΩΛΕΙΤΑΙ διαμέρισμα 77 μ2 εἰς 2ον ὄροφον. Τηλ. 221-463. [17, 704, 154, 725]
classified-ad: ΖΗΤΟΥΝΤΑΙ συνεργάται. Τηλ. 418-620. [751, 632, 889, 654]
classified-ad: ΟΙΚΟΠΕΔΟΝ 800 μ2 Πανόραμα. Τηλ. 523-791. [310, 586, 448, 608]
classified-ad: ΔΕΣΠΟΙΝΙΣ μέ γνώσεις λογιστικῆς. Τηλ. 813-023. [751, 343, 889, 365]
classified-ad: ΠΕΤΡΙΕΣ 104 μ2 3 ΔΣΚΛ ἔτοιμο λουξ. Τηλ. 516-373. [163, 744, 301, 766]
classified-ad: ΠΩΛΕΙΤΑΙ κατάστημα 20 μ2. Τηλ. 829-632. [163, 1247, 301, 1268]
